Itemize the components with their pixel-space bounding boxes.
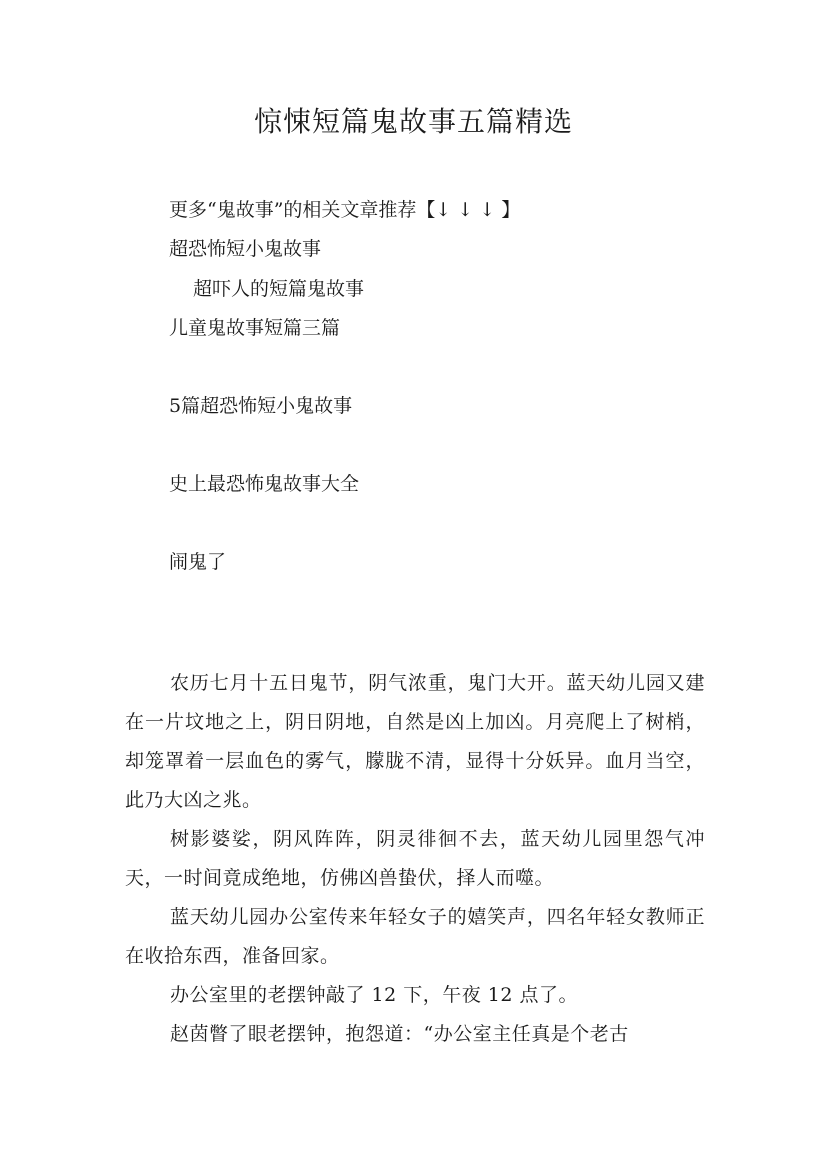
related-link-4[interactable]: 5篇超恐怖短小鬼故事 [169, 395, 353, 417]
story-paragraph-3: 蓝天幼儿园办公室传来年轻女子的嬉笑声，四名年轻女教师正在收拾东西，准备回家。 [125, 906, 705, 967]
related-link-3[interactable]: 儿童鬼故事短篇三篇 [169, 317, 341, 339]
story-paragraph-5: 赵茵瞥了眼老摆钟，抱怨道：“办公室主任真是个老古 [170, 1023, 629, 1045]
story-heading: 闹鬼了 [169, 551, 227, 573]
story-paragraph-1: 农历七月十五日鬼节，阴气浓重，鬼门大开。蓝天幼儿园又建在一片坟地之上，阴日阴地，自然是凶上加凶。月亮爬上了树梢，却笼罩着一层血色的雾气，朦胧不清，显得十分妖异。血月当空，此乃大凶之兆。 [125, 672, 705, 811]
related-link-2[interactable]: 超吓人的短篇鬼故事 [193, 278, 365, 300]
related-link-1[interactable]: 超恐怖短小鬼故事 [169, 238, 322, 260]
related-link-5[interactable]: 史上最恐怖鬼故事大全 [169, 473, 360, 495]
story-paragraph-4: 办公室里的老摆钟敲了 12 下，午夜 12 点了。 [170, 984, 579, 1006]
document-title: 惊悚短篇鬼故事五篇精选 [253, 105, 573, 138]
related-articles-heading: 更多“鬼故事”的相关文章推荐【↓ ↓ ↓ 】 [169, 199, 521, 221]
story-paragraph-2: 树影婆娑，阴风阵阵，阴灵徘徊不去，蓝天幼儿园里怨气冲天，一时间竟成绝地，仿佛凶兽蛰伏，择人而噬。 [125, 828, 705, 889]
